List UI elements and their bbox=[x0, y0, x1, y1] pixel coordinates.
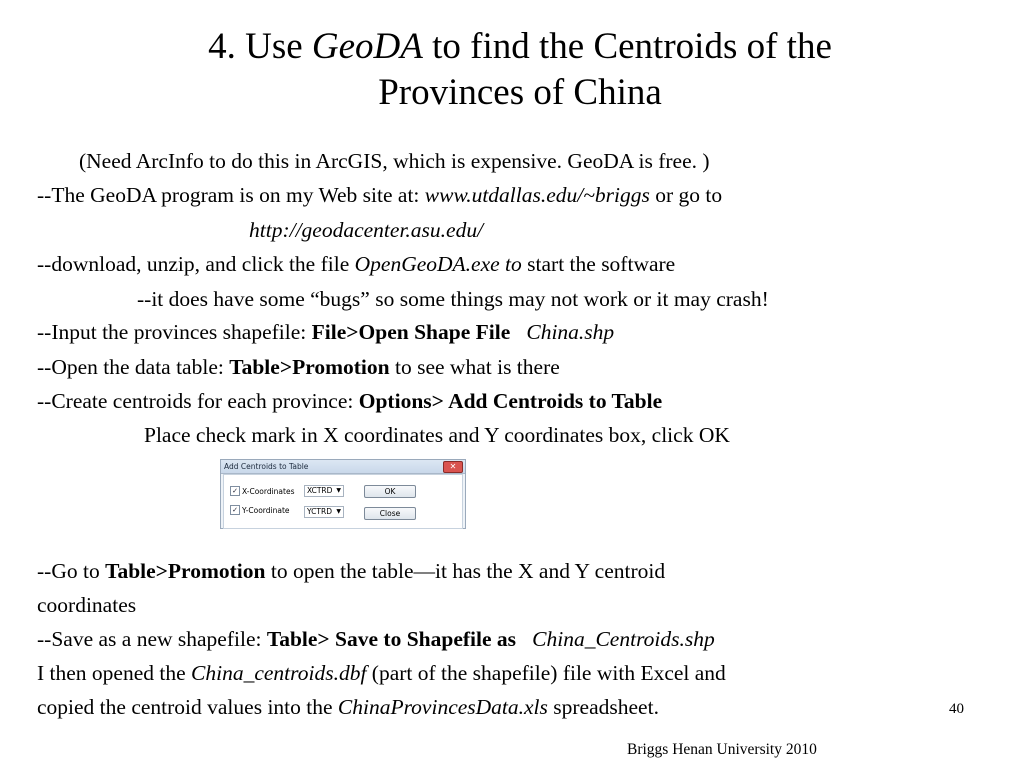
line-website-text: --The GeoDA program is on my Web site at: bbox=[37, 183, 425, 207]
line-save-text: --Save as a new shapefile: bbox=[37, 627, 267, 651]
line-copied bbox=[37, 693, 659, 721]
line-create bbox=[37, 387, 662, 415]
line-copied-rest: spreadsheet. bbox=[547, 695, 659, 719]
add-centroids-dialog bbox=[220, 459, 466, 529]
y-field-chevron-down-icon: ▼ bbox=[336, 508, 341, 515]
line-download-text: --download, unzip, and click the file bbox=[37, 252, 355, 276]
line-download-rest: start the software bbox=[521, 252, 676, 276]
title-rest: to find the Centroids of the bbox=[422, 26, 832, 67]
y-coordinates-checkbox[interactable]: ✓ bbox=[230, 505, 240, 515]
line-input-gap bbox=[510, 320, 526, 344]
ok-button[interactable]: OK bbox=[364, 485, 416, 498]
line-input-text: --Input the provinces shapefile: bbox=[37, 320, 312, 344]
line-arcinfo-note: (Need ArcInfo to do this in ArcGIS, which is expensive. GeoDA is free. ) bbox=[79, 149, 710, 173]
line-go-to-text: --Go to bbox=[37, 559, 106, 583]
line-save-gap bbox=[516, 627, 532, 651]
line-open-table-text: --Open the data table: bbox=[37, 355, 230, 379]
y-coordinates-row bbox=[230, 504, 290, 516]
line-go-to bbox=[37, 557, 665, 585]
line-download-file: OpenGeoDA.exe to bbox=[354, 252, 522, 276]
x-coordinates-label: X-Coordinates bbox=[242, 486, 295, 496]
line-input bbox=[37, 318, 614, 346]
title-prefix: 4. Use bbox=[208, 26, 312, 67]
line-opened bbox=[37, 659, 726, 687]
dialog-title: Add Centroids to Table bbox=[221, 460, 465, 474]
line-save-file: China_Centroids.shp bbox=[532, 627, 715, 651]
dialog-close-icon[interactable]: ✕ bbox=[443, 461, 463, 473]
line-open-table-menu: Table>Promotion bbox=[229, 355, 390, 379]
dialog-body bbox=[223, 474, 463, 529]
line-input-menu: File>Open Shape File bbox=[311, 320, 511, 344]
line-save bbox=[37, 625, 715, 653]
y-coordinates-label: Y-Coordinate bbox=[242, 505, 290, 515]
line-opened-file: China_centroids.dbf bbox=[191, 661, 367, 685]
line-checkmark: Place check mark in X coordinates and Y coordinates box, click OK bbox=[144, 423, 730, 447]
line-go-to-rest: to open the table—it has the X and Y centroid bbox=[265, 559, 666, 583]
line-website bbox=[37, 181, 722, 209]
x-field-value: XCTRD bbox=[307, 486, 333, 495]
x-field-chevron-down-icon: ▼ bbox=[336, 487, 341, 494]
line-copied-file: ChinaProvincesData.xls bbox=[337, 695, 548, 719]
line-open-table bbox=[37, 353, 560, 381]
x-coordinates-row bbox=[230, 485, 295, 497]
line-opened-rest: (part of the shapefile) file with Excel and bbox=[366, 661, 726, 685]
line-download bbox=[37, 250, 675, 278]
line-go-to-menu: Table>Promotion bbox=[105, 559, 266, 583]
line-bugs: --it does have some “bugs” so some things may not work or it may crash! bbox=[137, 287, 769, 311]
y-field-select[interactable] bbox=[304, 506, 344, 518]
line-website-or: or go to bbox=[649, 183, 723, 207]
line-create-menu: Options> Add Centroids to Table bbox=[358, 389, 663, 413]
title-italic: GeoDA bbox=[311, 26, 423, 67]
line-copied-text: copied the centroid values into the bbox=[37, 695, 338, 719]
line-input-file: China.shp bbox=[526, 320, 615, 344]
slide-number: 40 bbox=[949, 701, 964, 717]
line-open-table-rest: to see what is there bbox=[389, 355, 560, 379]
x-field-select[interactable] bbox=[304, 485, 344, 497]
x-coordinates-checkbox[interactable]: ✓ bbox=[230, 486, 240, 496]
line-save-menu: Table> Save to Shapefile as bbox=[266, 627, 517, 651]
slide-title bbox=[100, 24, 940, 116]
line-create-text: --Create centroids for each province: bbox=[37, 389, 359, 413]
slide-footer: Briggs Henan University 2010 bbox=[627, 741, 817, 758]
close-button[interactable]: Close bbox=[364, 507, 416, 520]
line-coordinates: coordinates bbox=[37, 593, 137, 617]
geodacenter-link[interactable]: http://geodacenter.asu.edu/ bbox=[249, 218, 484, 242]
y-field-value: YCTRD bbox=[307, 507, 332, 516]
line-opened-text: I then opened the bbox=[37, 661, 192, 685]
website-link[interactable]: www.utdallas.edu/~briggs bbox=[424, 183, 650, 207]
title-line2: Provinces of China bbox=[378, 72, 662, 113]
